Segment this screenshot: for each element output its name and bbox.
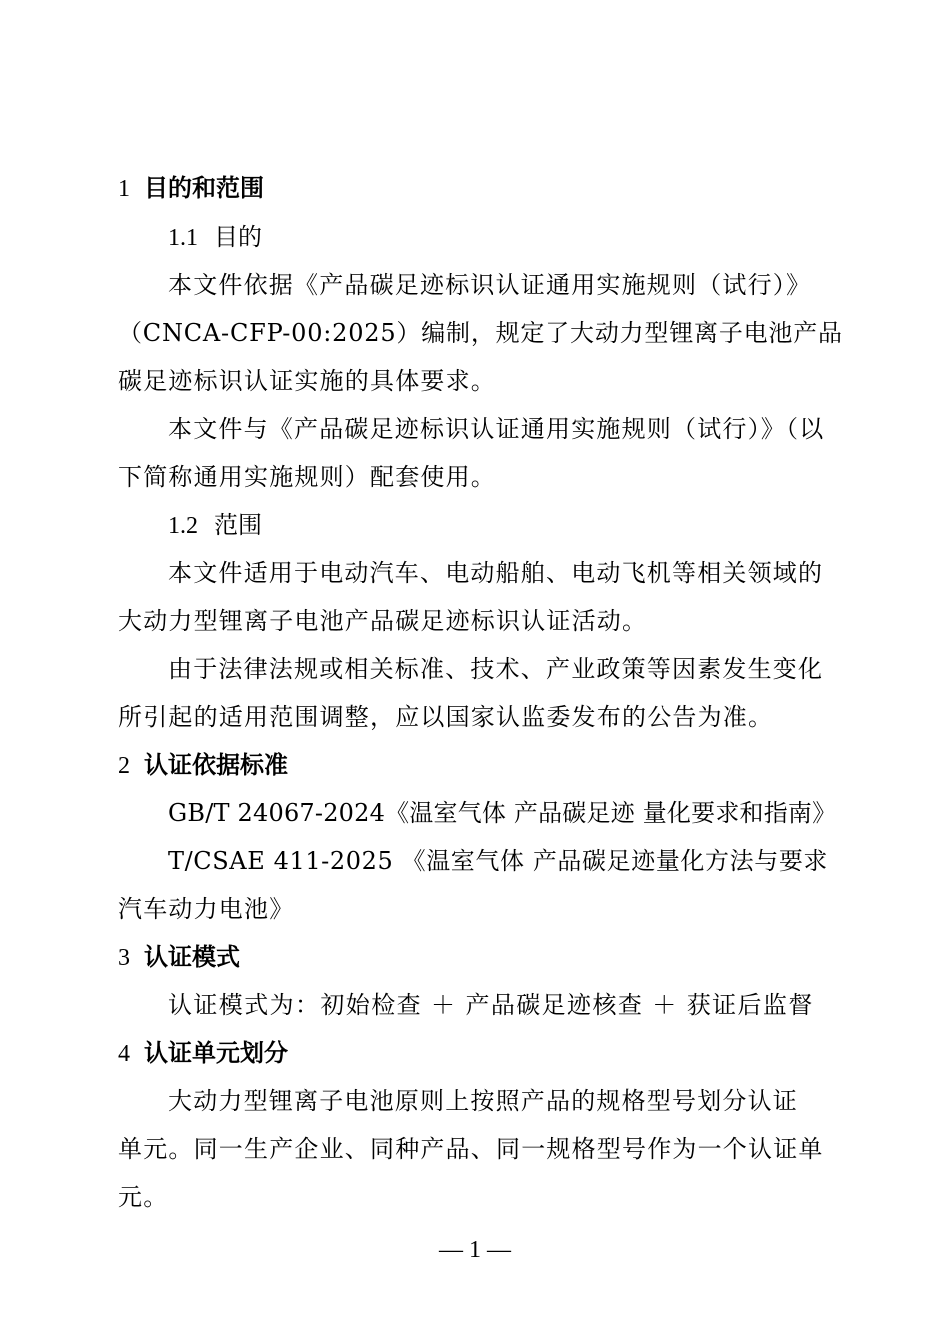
subsection-heading-1-2: [0, 509, 950, 541]
section-title: 认证模式: [144, 943, 240, 971]
subsection-title: 目的: [214, 223, 262, 251]
standard-reference: T/CSAE 411-2025 《温室气体 产品碳足迹量化方法与要求: [168, 847, 829, 875]
paragraph-line: 本文件与《产品碳足迹标识认证通用实施规则（试行）》（以: [168, 415, 825, 443]
paragraph-line: 认证模式为：初始检查 ＋ 产品碳足迹核查 ＋ 获证后监督: [168, 991, 814, 1019]
section-number: 4: [118, 1041, 130, 1067]
subsection-heading-1-1: [0, 221, 950, 253]
paragraph-line: 元。: [118, 1183, 169, 1211]
paragraph-line: 本文件适用于电动汽车、电动船舶、电动飞机等相关领域的: [168, 559, 824, 587]
section-title: 认证单元划分: [144, 1039, 288, 1067]
paragraph-line: 单元。同一生产企业、同种产品、同一规格型号作为一个认证单: [118, 1135, 824, 1163]
section-heading-3: [0, 941, 950, 973]
section-heading-1: [0, 172, 950, 204]
subsection-title: 范围: [214, 511, 262, 539]
paragraph-line: 所引起的适用范围调整，应以国家认监委发布的公告为准。: [118, 703, 774, 731]
section-title: 认证依据标准: [144, 751, 288, 779]
section-heading-4: [0, 1037, 950, 1069]
paragraph-line: 大动力型锂离子电池原则上按照产品的规格型号划分认证: [168, 1087, 798, 1115]
subsection-number: 1.1: [168, 225, 198, 251]
paragraph-line: 汽车动力电池》: [118, 895, 295, 923]
section-number: 1: [118, 176, 130, 202]
page-number: — 1 —: [439, 1237, 511, 1263]
paragraph-line: 大动力型锂离子电池产品碳足迹标识认证活动。: [118, 607, 648, 635]
subsection-number: 1.2: [168, 513, 198, 539]
section-number: 3: [118, 945, 130, 971]
paragraph-line: 下简称通用实施规则）配套使用。: [118, 463, 496, 491]
standard-reference: GB/T 24067-2024《温室气体 产品碳足迹 量化要求和指南》: [168, 799, 837, 827]
paragraph-line: 本文件依据《产品碳足迹标识认证通用实施规则（试行）》: [168, 271, 812, 299]
section-heading-2: [0, 749, 950, 781]
section-number: 2: [118, 753, 130, 779]
paragraph-line: 由于法律法规或相关标准、技术、产业政策等因素发生变化: [168, 655, 824, 683]
section-title: 目的和范围: [144, 174, 264, 202]
paragraph-line: （CNCA-CFP-00:2025）编制，规定了大动力型锂离子电池产品: [118, 319, 843, 347]
paragraph-line: 碳足迹标识认证实施的具体要求。: [118, 367, 496, 395]
